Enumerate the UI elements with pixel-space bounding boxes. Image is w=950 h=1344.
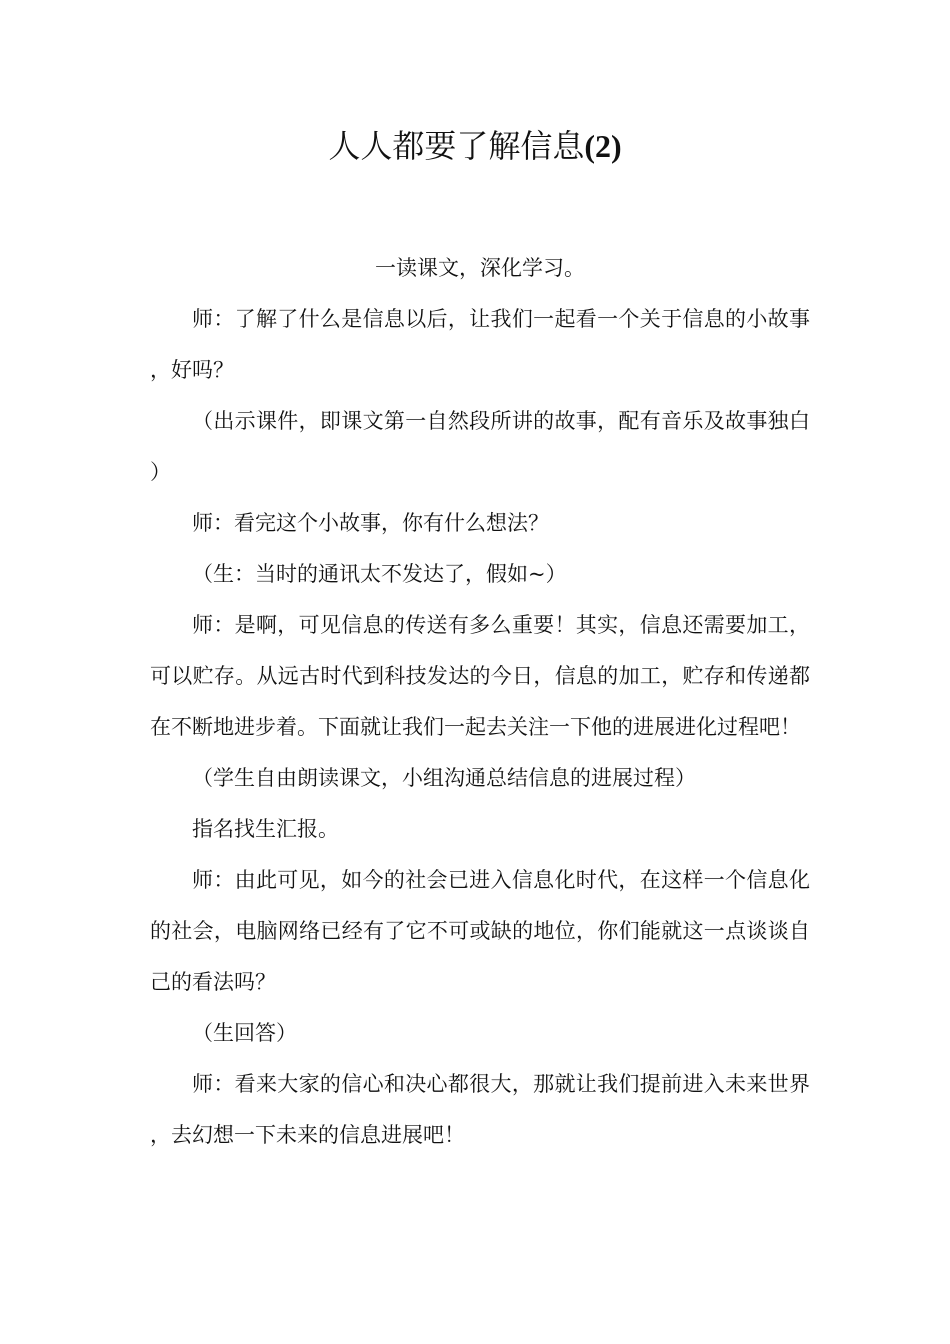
paragraph: （生回答）	[192, 1021, 297, 1045]
page-title	[0, 120, 950, 172]
paragraph: 师：看完这个小故事，你有什么想法？	[192, 511, 549, 535]
paragraph: 师：是啊，可见信息的传送有多么重要！其实，信息还需要加工，可以贮存。从远古时代到科技发达的今日，信息的加工，贮存和传递都在不断地进步着。下面就让我们一起去关注一下他的进展进化过程吧！	[150, 613, 810, 739]
document-body	[150, 243, 810, 1161]
paragraph: 师：了解了什么是信息以后，让我们一起看一个关于信息的小故事，好吗？	[150, 307, 810, 382]
title-suffix: (2)	[584, 128, 622, 164]
section-heading: 一读课文，深化学习。	[375, 256, 585, 280]
paragraph: 师：由此可见，如今的社会已进入信息化时代，在这样一个信息化的社会，电脑网络已经有了它不可或缺的地位，你们能就这一点谈谈自己的看法吗？	[150, 868, 810, 994]
title-text: 人人都要了解信息	[328, 127, 585, 165]
paragraph: （生：当时的通讯太不发达了，假如~）	[192, 562, 567, 586]
paragraph: 指名找生汇报。	[192, 817, 339, 841]
paragraph: （出示课件，即课文第一自然段所讲的故事，配有音乐及故事独白）	[150, 409, 810, 484]
paragraph: 师：看来大家的信心和决心都很大，那就让我们提前进入未来世界，去幻想一下未来的信息进展吧！	[150, 1072, 810, 1147]
paragraph: （学生自由朗读课文，小组沟通总结信息的进展过程）	[192, 766, 696, 790]
